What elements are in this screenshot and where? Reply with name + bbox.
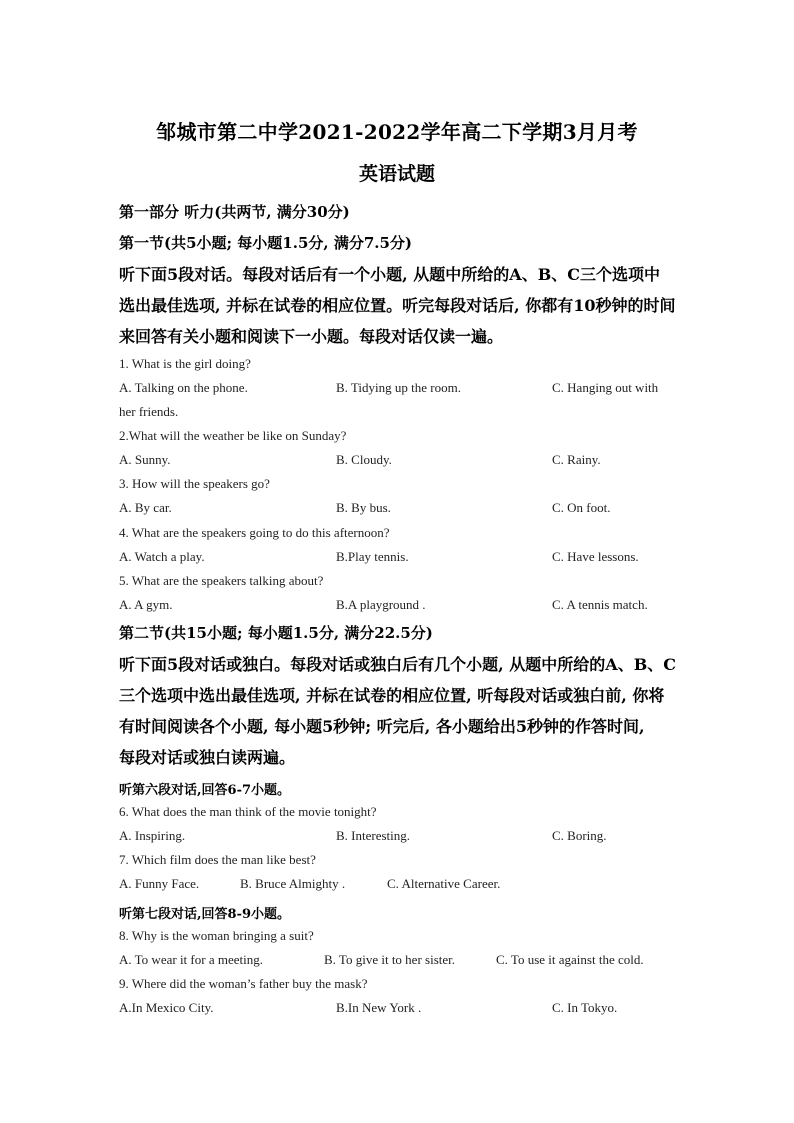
question-text: 8. Why is the woman bringing a suit? <box>119 928 314 943</box>
question-text: 1. What is the girl doing? <box>119 356 251 371</box>
question-text: 9. Where did the woman’s father buy the mask? <box>119 976 368 991</box>
option-a: A. To wear it for a meeting. <box>119 952 263 967</box>
option-c: C. Hanging out with <box>552 380 659 395</box>
option-b: B. Bruce Almighty . <box>240 876 346 891</box>
option-c: C. Have lessons. <box>552 549 639 564</box>
option-b: B.A playground . <box>336 597 426 612</box>
option-a: A.In Mexico City. <box>119 1000 214 1015</box>
option-b: B.Play tennis. <box>336 549 409 564</box>
option-c: C. Rainy. <box>552 452 601 467</box>
option-b: B. Interesting. <box>336 828 411 843</box>
part-heading: 第一部分 听力(共两节, 满分30分) <box>119 203 350 221</box>
option-c: C. Boring. <box>552 828 607 843</box>
section1-instruction-line: 听下面5段对话。每段对话后有一个小题, 从题中所给的A、B、C三个选项中 <box>119 265 660 284</box>
option-a: A. A gym. <box>119 597 173 612</box>
option-b: B. Tidying up the room. <box>336 380 461 395</box>
option-c: C. A tennis match. <box>552 597 648 612</box>
option-a: A. By car. <box>119 500 172 515</box>
dialog6-heading: 听第六段对话,回答6-7小题。 <box>119 783 291 798</box>
question-text: 5. What are the speakers talking about? <box>119 573 324 588</box>
option-a: A. Sunny. <box>119 452 171 467</box>
option-b: B. By bus. <box>336 500 391 515</box>
dialog7-heading: 听第七段对话,回答8-9小题。 <box>119 907 291 922</box>
section2-instruction-line: 听下面5段对话或独白。每段对话或独白后有几个小题, 从题中所给的A、B、C <box>119 655 676 674</box>
question-text: 2.What will the weather be like on Sunday? <box>119 428 347 443</box>
option-a: A. Inspiring. <box>119 828 186 843</box>
question-text: 3. How will the speakers go? <box>119 476 270 491</box>
section2-instruction-line: 有时间阅读各个小题, 每小题5秒钟; 听完后, 各小题给出5秒钟的作答时间, <box>119 717 645 736</box>
option-c: C. In Tokyo. <box>552 1000 618 1015</box>
option-c: C. To use it against the cold. <box>496 952 644 967</box>
section2-heading: 第二节(共15小题; 每小题1.5分, 满分22.5分) <box>119 624 433 642</box>
option-c: C. Alternative Career. <box>387 876 501 891</box>
option-a: A. Funny Face. <box>119 876 200 891</box>
section1-instruction-line: 来回答有关小题和阅读下一小题。每段对话仅读一遍。 <box>119 327 504 346</box>
page-title: 邹城市第二中学2021-2022学年高二下学期3月月考 <box>156 120 638 144</box>
question-text: 7. Which film does the man like best? <box>119 852 316 867</box>
section1-instruction-line: 选出最佳选项, 并标在试卷的相应位置。听完每段对话后, 你都有10秒钟的时间 <box>119 296 676 315</box>
option-b: B. Cloudy. <box>336 452 392 467</box>
section2-instruction-line: 每段对话或独白读两遍。 <box>119 748 296 767</box>
page-subtitle: 英语试题 <box>358 163 435 185</box>
question-text: 6. What does the man think of the movie tonight? <box>119 804 377 819</box>
option-b: B.In New York . <box>336 1000 422 1015</box>
question-text: 4. What are the speakers going to do this afternoon? <box>119 525 390 540</box>
option-a: A. Talking on the phone. <box>119 380 248 395</box>
option-b: B. To give it to her sister. <box>324 952 456 967</box>
section1-heading: 第一节(共5小题; 每小题1.5分, 满分7.5分) <box>119 234 413 252</box>
option-c: C. On foot. <box>552 500 611 515</box>
section2-instruction-line: 三个选项中选出最佳选项, 并标在试卷的相应位置, 听每段对话或独白前, 你将 <box>119 686 665 705</box>
option-c-continued: her friends. <box>119 404 179 419</box>
option-a: A. Watch a play. <box>119 549 205 564</box>
